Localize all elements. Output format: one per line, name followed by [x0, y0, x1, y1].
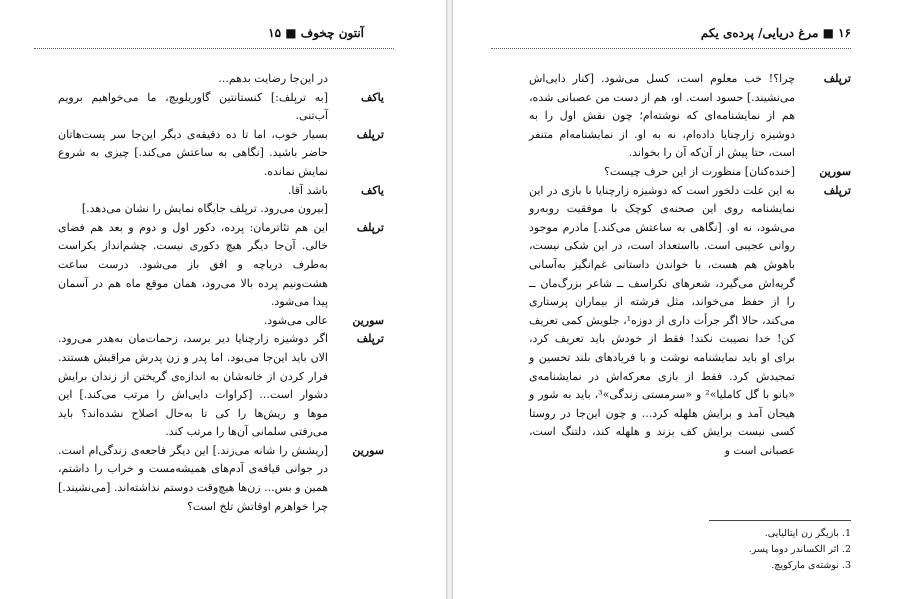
dialogue-line: [خنده‌کنان] منظورت از این حرف چیست؟: [604, 164, 795, 178]
footnote: 1. بازیگر زن ایتالیایی.: [764, 528, 851, 539]
footnotes: [749, 526, 851, 574]
speaker-name: یاکف: [360, 183, 384, 197]
dialogue-row: [58, 126, 384, 182]
dialogue-row: [58, 200, 384, 219]
speaker-name: ترپلف: [356, 220, 384, 234]
dialogue-line: در این‌جا رضایت بدهم...: [218, 72, 328, 85]
dialogue-text: [58, 89, 328, 126]
dialogue-row: [58, 442, 384, 516]
dialogue-line: عالی می‌شود.: [263, 313, 328, 327]
speaker-name: سورین: [352, 443, 384, 457]
speaker-name: [328, 200, 384, 219]
footnote-rule: [709, 520, 851, 521]
dialogue-text: [58, 442, 328, 516]
speaker-name: سورین: [819, 164, 851, 178]
footnote: 2. اثر الکساندر دوما پسر.: [748, 544, 851, 555]
dialogue-row: [529, 182, 851, 461]
left-header-rule: [34, 48, 394, 49]
dialogue-row: [529, 163, 851, 182]
dialogue-line: اگر دوشیزه زارچنایا دیر برسد، زحمات‌مان به‌هدر می‌رود. الان باید این‌جا می‌بود. اما پدر و زن پدرش مراقبش هستند. فرار کردن از خانه‌شان به اندازه‌ی گریختن از زندان برایش دشوار است... [کراوات دایی‌اش را مرتب می‌کند.] این موها و ریش‌ها را کی تا به‌حال اصلاح نشده‌اند؟ باید می‌رفتی سلمانی آن‌ها را مرتب کند.: [58, 332, 328, 439]
dialogue-text: [529, 70, 795, 163]
dialogue-line: این هم تئاترمان: پرده، دکور اول و دوم و بعد هم فضای خالی. آن‌جا دیگر هیچ دکوری نیست. چشم‌انداز یکراست به‌طرف دریاچه و افق باز می‌شود. درست ساعت هشت‌ونیم پرده بالا می‌رود، همان موقع ماه هم در آسمان پیدا می‌شود.: [58, 220, 328, 309]
dialogue-text: [58, 126, 328, 182]
dialogue-row: [58, 182, 384, 201]
dialogue-row: [58, 330, 384, 442]
right-header-rule: [491, 48, 851, 49]
dialogue-text: [58, 70, 328, 89]
book-spine: [446, 0, 453, 599]
right-page: [453, 0, 899, 599]
right-page-body: [529, 70, 851, 460]
footnote: 3. نوشته‌ی مارکویچ.: [771, 560, 851, 571]
dialogue-line: [به ترپلف:] کنستانتین گاوریلویچ، ما می‌خواهیم برویم آب‌تنی.: [58, 90, 328, 123]
dialogue-text: [58, 312, 328, 331]
dialogue-text: [58, 219, 328, 312]
dialogue-line: بسیار خوب، اما تا ده دقیقه‌ی دیگر این‌جا سر پست‌هاتان حاضر باشید. [نگاهی به ساعتش می‌کند.] چیزی به شروع نمایش نمانده.: [58, 127, 328, 178]
left-page-body: [58, 70, 384, 516]
dialogue-line: چرا؟! خب معلوم است، کسل می‌شود. [کنار دایی‌اش می‌نشیند.] حسود است. او، هم از دست من عصبانی شده، هم از نمایشنامه‌ای که نوشته‌ام؛ چون نقش اول را به دوشیزه زارچنایا داده‌ام، نه به او. از نمایشنامه‌ام متنفر است، حتا پیش از آن‌که آن را بخواند.: [529, 72, 795, 160]
speaker-name: ترپلف: [356, 332, 384, 346]
dialogue-row: [58, 89, 384, 126]
dialogue-row: [529, 70, 851, 163]
dialogue-row: [58, 219, 384, 312]
dialogue-line: به این علت دلخور است که دوشیزه زارچنایا با بازی در این نمایشنامه روی این صحنه‌ی کوچک با موفقیت روبه‌رو می‌شود، نه او. [نگاهی به ساعتش می‌کند.] مادرم موجود روانی عجیبی است. بااستعداد است، در این شکی نیست، باهوش هم هست، با خواندن داستانی غم‌انگیز به‌آسانی گریه‌اش می‌گیرد، شعرهای نکراسف ــ شاعر بزرگ‌مان ــ را از حفظ می‌خواند، مثل فرشته از بیماران پرستاری می‌کند، حالا اگر جرأت داری از دوزه¹، جلویش کمی تعریف کن! خدا نصیبت نکند! فقط از خودش باید تعریف کرد، برای او باید نمایشنامه نوشت و با فریادهای بلند تحسین و تمجیدش کرد. فقط از بازی معرکه‌اش در نمایشنامه‌ی «بانو با گل کاملیا»² و «سرمستی زندگی»³، باید به شور و هیجان آمد و برایش هلهله کرد... و چون این‌جا در روستا کسی نیست برایش کف بزند و هلهله کند، دلتنگ است، عصبانی است و: [529, 183, 795, 457]
dialogue-text: [529, 163, 795, 182]
dialogue-text: [58, 182, 328, 201]
speaker-name: ترپلف: [823, 72, 851, 85]
dialogue-text: [58, 330, 328, 442]
dialogue-text: [529, 182, 795, 461]
dialogue-line: باشد آقا.: [287, 183, 328, 197]
speaker-name: ترپلف: [356, 127, 384, 141]
left-page-header: آنتون چخوف ■ ۱۵: [268, 26, 364, 40]
dialogue-text: [58, 200, 328, 219]
right-page-header: ۱۶ ■ مرغ دریایی/ پرده‌ی یکم: [700, 26, 851, 40]
speaker-name: ترپلف: [823, 183, 851, 197]
speaker-name: [328, 70, 384, 89]
left-page: [0, 0, 446, 599]
dialogue-line: [ریشش را شانه می‌زند.] این دیگر فاجعه‌ی زندگی‌ام است. در جوانی قیافه‌ی آدم‌های همیشه‌مست و خراب را داشتم، همین و بس... زن‌ها هیچ‌وقت دوستم نداشته‌اند. [می‌نشیند.] چرا خواهرم اوقاتش تلخ است؟: [58, 443, 328, 513]
dialogue-row: [58, 70, 384, 89]
dialogue-row: [58, 312, 384, 331]
speaker-name: یاکف: [360, 90, 384, 104]
speaker-name: سورین: [352, 313, 384, 327]
dialogue-line: [بیرون می‌رود. ترپلف جایگاه نمایش را نشان می‌دهد.]: [81, 202, 328, 216]
